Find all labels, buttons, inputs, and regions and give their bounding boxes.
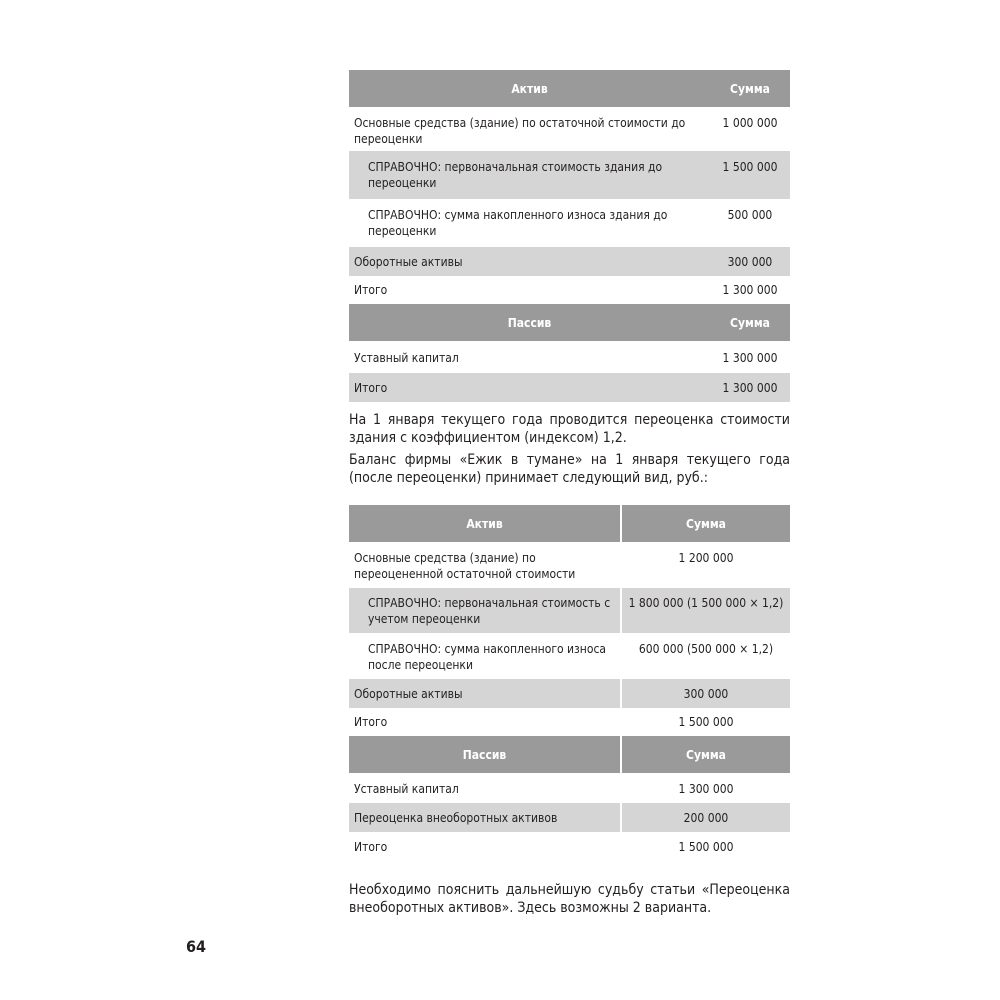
balance-before-table: [349, 70, 790, 402]
row-label: Итого: [354, 840, 388, 854]
table-row: [349, 247, 790, 276]
row-label: Основные средства (здание) по переоцененной остаточной стоимости: [354, 551, 576, 581]
row-value: 1 500 000: [710, 151, 790, 199]
row-value: 1 500 000: [621, 832, 790, 861]
row-value: 1 000 000: [722, 116, 778, 130]
row-value: 1 300 000: [710, 373, 790, 402]
row-label: СПРАВОЧНО: первоначальная стоимость с учетом переоценки: [349, 588, 621, 633]
row-value: 500 000: [727, 208, 773, 222]
row-value: 1 300 000: [722, 283, 778, 297]
header-liab-label: Пассив: [349, 304, 710, 341]
row-label: Уставный капитал: [354, 351, 459, 365]
row-label: Оборотные активы: [349, 247, 710, 276]
page-number: 64: [186, 937, 207, 956]
row-label: СПРАВОЧНО: сумма накопленного износа здания до переоценки: [368, 208, 668, 238]
body-paragraph: Баланс фирмы «Ежик в тумане» на 1 января текущего года (после переоценки) принимает следующий вид, руб.:: [349, 452, 790, 486]
row-value: 1 500 000: [621, 708, 790, 736]
table-header-assets: [349, 70, 790, 107]
row-value: 1 200 000: [621, 542, 790, 588]
row-value: 1 300 000: [621, 773, 790, 803]
table-row: [349, 588, 790, 633]
table-row: [349, 107, 790, 151]
table-row: [349, 773, 790, 803]
table-header-assets: [349, 505, 790, 542]
balance-after-table: [349, 505, 790, 861]
row-value: 300 000: [621, 679, 790, 708]
table-row: [349, 803, 790, 832]
table-row: [349, 151, 790, 199]
body-paragraph: На 1 января текущего года проводится переоценка стоимости здания с коэффициентом (индексом) 1,2.: [349, 412, 790, 446]
table-row: [349, 708, 790, 736]
header-sum-label: Сумма: [621, 736, 790, 773]
table-row: [349, 542, 790, 588]
table-row: [349, 373, 790, 402]
row-value: 300 000: [710, 247, 790, 276]
header-sum-label: Сумма: [710, 304, 790, 341]
table-header-liabilities: [349, 304, 790, 341]
body-paragraph: Необходимо пояснить дальнейшую судьбу статьи «Переоценка внеоборотных активов». Здесь возможны 2 варианта.: [349, 882, 790, 916]
header-sum-label: Сумма: [621, 505, 790, 542]
row-label: Итого: [349, 373, 710, 402]
row-label: СПРАВОЧНО: сумма накопленного износа после переоценки: [368, 642, 607, 672]
row-value: 1 300 000: [722, 351, 778, 365]
table-row: [349, 199, 790, 247]
row-label: Переоценка внеоборотных активов: [349, 803, 621, 832]
table-row: [349, 679, 790, 708]
row-value: 1 800 000 (1 500 000 × 1,2): [621, 588, 790, 633]
table-row: [349, 832, 790, 861]
row-label: СПРАВОЧНО: первоначальная стоимость здания до переоценки: [349, 151, 710, 199]
row-value: 200 000: [621, 803, 790, 832]
header-asset-label: Актив: [349, 70, 710, 107]
row-label: Уставный капитал: [354, 782, 459, 796]
table-row: [349, 341, 790, 373]
row-label: Итого: [354, 283, 388, 297]
row-label: Оборотные активы: [349, 679, 621, 708]
table-header-liabilities: [349, 736, 790, 773]
header-liab-label: Пассив: [349, 736, 621, 773]
row-label: Основные средства (здание) по остаточной стоимости до переоценки: [354, 116, 686, 146]
header-asset-label: Актив: [349, 505, 621, 542]
table-row: [349, 633, 790, 679]
row-value: 600 000 (500 000 × 1,2): [621, 633, 790, 679]
row-label: Итого: [354, 715, 388, 729]
header-sum-label: Сумма: [710, 70, 790, 107]
table-row: [349, 276, 790, 304]
